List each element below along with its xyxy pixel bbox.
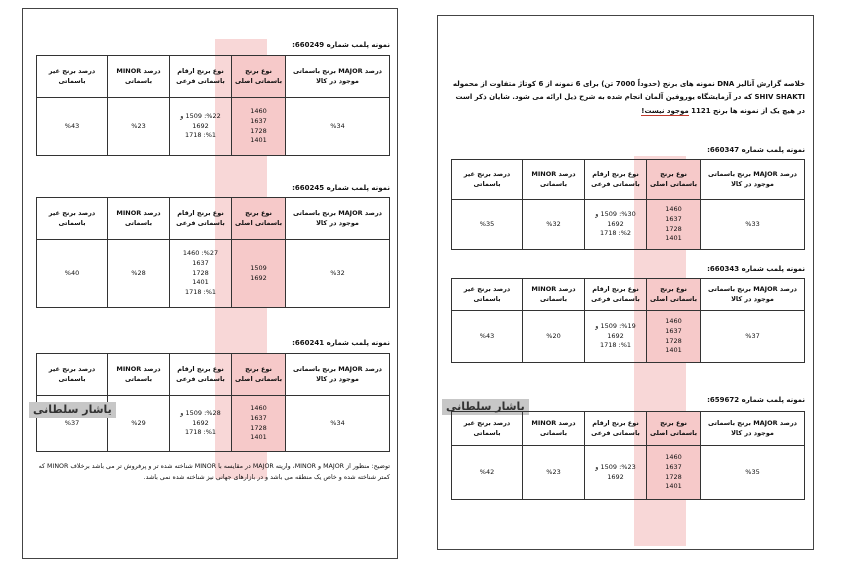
cell-major: %34 bbox=[286, 98, 390, 156]
sample-table bbox=[451, 411, 805, 500]
header-minor: درصد MINOR باسماتی bbox=[108, 198, 170, 240]
cell-sub-types: %28: 1509 و 1692 %1: 1718 bbox=[170, 396, 232, 452]
sample-title: نمونه پلمب شماره 660343: bbox=[707, 265, 805, 273]
cell-non-basmati: %43 bbox=[37, 98, 108, 156]
sample-table bbox=[451, 278, 805, 363]
sample-table bbox=[36, 55, 390, 156]
header-main-type: نوع برنج باسماتی اصلی bbox=[647, 412, 701, 446]
cell-major: %32 bbox=[286, 240, 390, 308]
cell-major: %37 bbox=[701, 311, 805, 363]
cell-minor: %29 bbox=[108, 396, 170, 452]
sample-title: نمونه پلمب شماره 660347: bbox=[707, 146, 805, 154]
cell-sub-types: %23: 1509 و 1692 bbox=[585, 446, 647, 500]
cell-main-types: 1460 1637 1728 1401 bbox=[232, 98, 286, 156]
header-main-type: نوع برنج باسماتی اصلی bbox=[647, 160, 701, 200]
left-page bbox=[22, 8, 398, 559]
header-major: درصد MAJOR برنج باسماتی موجود در کالا bbox=[701, 279, 805, 311]
cell-minor: %23 bbox=[108, 98, 170, 156]
cell-main-types: 1460 1637 1728 1401 bbox=[647, 311, 701, 363]
cell-major: %33 bbox=[701, 200, 805, 250]
header-minor: درصد MINOR باسماتی bbox=[523, 160, 585, 200]
header-major: درصد MAJOR برنج باسماتی موجود در کالا bbox=[286, 56, 390, 98]
header-main-type: نوع برنج باسماتی اصلی bbox=[647, 279, 701, 311]
summary-paragraph bbox=[450, 78, 805, 118]
header-main-type: نوع برنج باسماتی اصلی bbox=[232, 56, 286, 98]
cell-main-types: 1509 1692 bbox=[232, 240, 286, 308]
header-main-type: نوع برنج باسماتی اصلی bbox=[232, 354, 286, 396]
cell-non-basmati: %42 bbox=[452, 446, 523, 500]
header-minor: درصد MINOR باسماتی bbox=[108, 354, 170, 396]
header-minor: درصد MINOR باسماتی bbox=[523, 412, 585, 446]
cell-sub-types: %27: 1460 1637 1728 1401 %1: 1718 bbox=[170, 240, 232, 308]
watermark: یاشار سلطانی bbox=[29, 402, 116, 418]
sample-title: نمونه پلمب شماره 659672: bbox=[707, 396, 805, 404]
header-major: درصد MAJOR برنج باسماتی موجود در کالا bbox=[286, 198, 390, 240]
header-non-basmati: درصد برنج غیر باسماتی bbox=[452, 412, 523, 446]
header-major: درصد MAJOR برنج باسماتی موجود در کالا bbox=[701, 160, 805, 200]
cell-sub-types: %30: 1509 و 1692 %2: 1718 bbox=[585, 200, 647, 250]
header-minor: درصد MINOR باسماتی bbox=[523, 279, 585, 311]
cell-main-types: 1460 1637 1728 1401 bbox=[232, 396, 286, 452]
header-sub-types: نوع برنج ارقام باسماتی فرعی bbox=[170, 56, 232, 98]
watermark: یاشار سلطانی bbox=[442, 399, 529, 415]
header-sub-types: نوع برنج ارقام باسماتی فرعی bbox=[585, 160, 647, 200]
cell-minor: %32 bbox=[523, 200, 585, 250]
sample-table bbox=[451, 159, 805, 250]
header-sub-types: نوع برنج ارقام باسماتی فرعی bbox=[170, 198, 232, 240]
header-major: درصد MAJOR برنج باسماتی موجود در کالا bbox=[701, 412, 805, 446]
cell-major: %35 bbox=[701, 446, 805, 500]
cell-non-basmati: %37 bbox=[37, 396, 108, 452]
cell-sub-types: %19: 1509 و 1692 %1: 1718 bbox=[585, 311, 647, 363]
sample-title: نمونه پلمب شماره 660241: bbox=[292, 339, 390, 347]
sample-table bbox=[36, 197, 390, 308]
summary-text: خلاصه گزارش آنالیز DNA نمونه های برنج (حدوداً 7000 تن) برای 6 نمونه از 6 کوتاژ متفاوت از محموله SHIV SHAKTI که در آزمایشگاه یوروفین آلمان انجام شده به شرح ذیل ارائه می شود. شایان ذکر است در هیچ یک از نمونه ها برنج 1121 bbox=[452, 80, 805, 115]
sample-title: نمونه پلمب شماره 660245: bbox=[292, 184, 390, 192]
summary-emphasis: موجود نیست! bbox=[641, 106, 689, 115]
cell-minor: %28 bbox=[108, 240, 170, 308]
header-non-basmati: درصد برنج غیر باسماتی bbox=[452, 279, 523, 311]
header-non-basmati: درصد برنج غیر باسماتی bbox=[37, 354, 108, 396]
right-page bbox=[437, 15, 814, 550]
header-sub-types: نوع برنج ارقام باسماتی فرعی bbox=[585, 279, 647, 311]
cell-sub-types: %22: 1509 و 1692 %1: 1718 bbox=[170, 98, 232, 156]
header-non-basmati: درصد برنج غیر باسماتی bbox=[37, 198, 108, 240]
header-sub-types: نوع برنج ارقام باسماتی فرعی bbox=[170, 354, 232, 396]
header-non-basmati: درصد برنج غیر باسماتی bbox=[37, 56, 108, 98]
footnote: توضیح: منظور از MAJOR و MINOR، واریته MAJOR در مقایسه با MINOR شناخته شده تر و پرفروش تر می باشد برخلاف MINOR که کمتر شناخته شده و خاص یک منطقه می باشد و در بازارهای جهانی نیز شناخته شده نمی باشد. bbox=[38, 463, 390, 481]
cell-minor: %20 bbox=[523, 311, 585, 363]
header-sub-types: نوع برنج ارقام باسماتی فرعی bbox=[585, 412, 647, 446]
cell-main-types: 1460 1637 1728 1401 bbox=[647, 446, 701, 500]
cell-non-basmati: %35 bbox=[452, 200, 523, 250]
header-non-basmati: درصد برنج غیر باسماتی bbox=[452, 160, 523, 200]
header-minor: درصد MINOR باسماتی bbox=[108, 56, 170, 98]
cell-minor: %23 bbox=[523, 446, 585, 500]
sample-title: نمونه پلمب شماره 660249: bbox=[292, 41, 390, 49]
cell-major: %34 bbox=[286, 396, 390, 452]
header-main-type: نوع برنج باسماتی اصلی bbox=[232, 198, 286, 240]
cell-non-basmati: %40 bbox=[37, 240, 108, 308]
header-major: درصد MAJOR برنج باسماتی موجود در کالا bbox=[286, 354, 390, 396]
cell-non-basmati: %43 bbox=[452, 311, 523, 363]
cell-main-types: 1460 1637 1728 1401 bbox=[647, 200, 701, 250]
